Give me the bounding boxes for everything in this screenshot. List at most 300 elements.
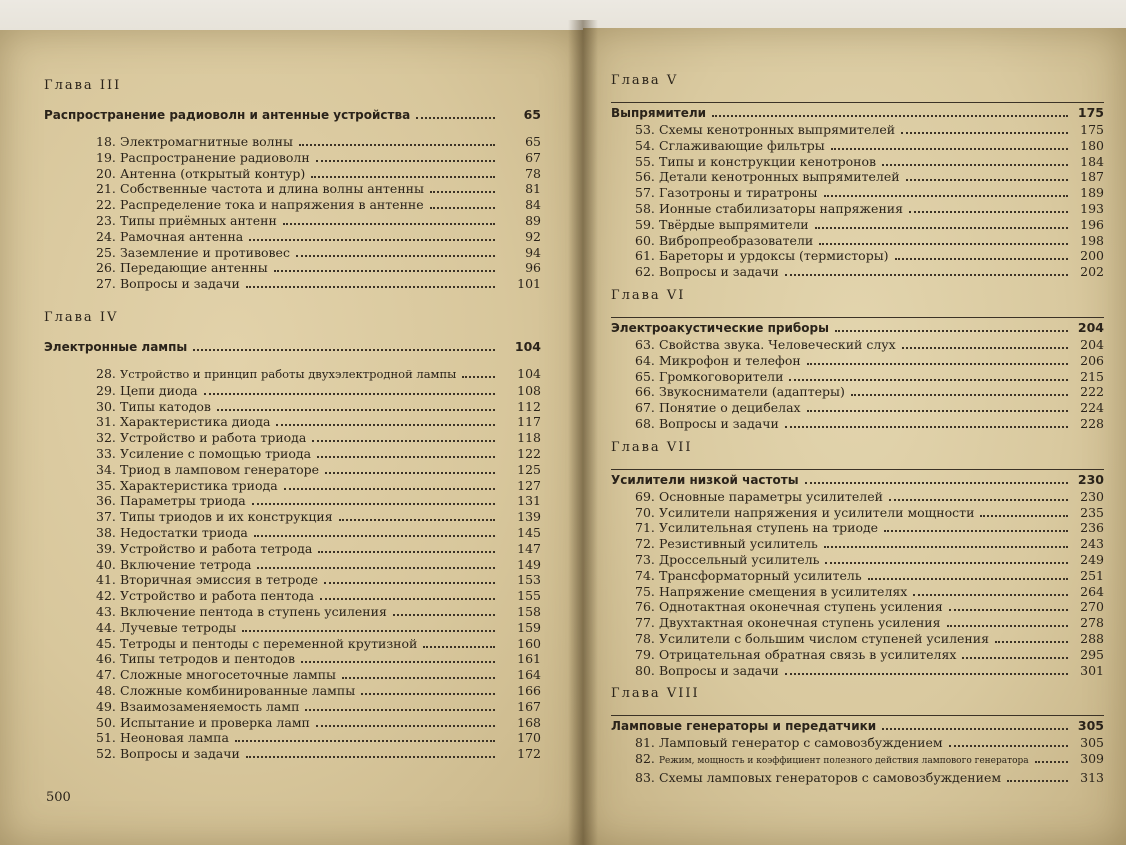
toc-entry-title: Передающие антенны	[120, 260, 268, 276]
toc-entry-number: 30.	[96, 398, 116, 414]
toc-entry-number: 41.	[96, 572, 116, 588]
chapter-title-text: Распространение радиоволн и антенные устройства	[44, 108, 411, 122]
dot-leader	[882, 164, 1068, 166]
chapter-heading: Глава IV	[44, 309, 119, 325]
toc-entry-number: 47.	[96, 667, 116, 683]
dot-leader	[311, 176, 495, 178]
toc-entry-title: Звукосниматели (адаптеры)	[659, 384, 845, 400]
chapter-rule	[611, 102, 1104, 103]
toc-entry-title: Включение тетрода	[120, 556, 252, 572]
toc-entry-number: 54.	[635, 137, 655, 153]
toc-entry-page: 305	[1080, 735, 1104, 751]
dot-leader	[339, 519, 495, 521]
toc-entry	[44, 150, 541, 166]
dot-leader	[257, 567, 495, 569]
toc-entry-number: 61.	[635, 248, 655, 264]
chapter-title-page: 104	[514, 338, 541, 354]
toc-entry-number: 40.	[96, 556, 116, 572]
dot-leader	[242, 630, 495, 632]
dot-leader	[1035, 761, 1068, 763]
chapter-heading: Глава VII	[611, 439, 693, 455]
right-page	[583, 28, 1126, 845]
toc-entry	[611, 169, 1104, 185]
dot-leader	[299, 144, 495, 146]
chapter-gap	[611, 280, 1104, 288]
toc-entry-page: 81	[525, 181, 541, 197]
toc-entry-page: 145	[517, 524, 541, 540]
dot-leader	[283, 223, 495, 225]
toc-entry-page: 167	[517, 698, 541, 714]
dot-leader	[807, 410, 1068, 412]
toc-entry-title: Усилители с большим числом ступеней усиления	[659, 630, 989, 646]
toc-entry-title: Понятие о децибелах	[659, 400, 801, 416]
toc-entry-page: 122	[517, 445, 541, 461]
toc-entry-number: 57.	[635, 185, 655, 201]
toc-entry-title: Вопросы и задачи	[120, 746, 240, 762]
toc-entry-page: 89	[525, 212, 541, 228]
dot-leader	[246, 286, 495, 288]
toc-entry-number: 26.	[96, 260, 116, 276]
toc-entry-number: 76.	[635, 599, 655, 615]
toc-entry-number: 20.	[96, 165, 116, 181]
toc-entry-title: Вопросы и задачи	[659, 264, 779, 280]
chapter-title-text: Ламповые генераторы и передатчики	[611, 719, 877, 734]
toc-entry	[44, 541, 541, 557]
toc-entry-number: 63.	[635, 336, 655, 352]
toc-entry-number: 39.	[96, 540, 116, 556]
toc-entry-title: Устройство и работа тетрода	[120, 540, 313, 556]
book-gutter	[568, 20, 598, 845]
chapter-title-page: 65	[523, 107, 541, 122]
toc-entry-title: Громкоговорители	[659, 368, 784, 384]
dot-leader	[430, 207, 495, 209]
toc-entry-title: Схемы ламповых генераторов с самовозбуждением	[659, 769, 1002, 785]
toc-entry	[611, 353, 1104, 369]
toc-entry-title: Вопросы и задачи	[120, 276, 240, 292]
toc-entry-page: 175	[1080, 122, 1104, 137]
toc-entry	[611, 615, 1104, 631]
toc-entry-number: 72.	[635, 536, 655, 552]
toc-entry-number: 82.	[635, 751, 655, 767]
dot-leader	[301, 661, 495, 663]
toc-entry-title: Ламповый генератор с самовозбуждением	[659, 735, 943, 751]
dot-leader	[785, 274, 1068, 276]
toc-entry-title: Рамочная антенна	[120, 228, 244, 244]
toc-entry-title: Типы триодов и их конструкция	[120, 509, 333, 525]
chapter-rule	[611, 715, 1104, 716]
dot-leader	[276, 424, 495, 426]
toc-entry-title: Вопросы и задачи	[659, 662, 779, 678]
dot-leader	[317, 456, 495, 458]
chapter-gap	[611, 432, 1104, 440]
dot-leader	[949, 609, 1068, 611]
toc-entry-page: 187	[1080, 169, 1104, 185]
toc-entry	[44, 604, 541, 620]
toc-entry-number: 55.	[635, 153, 655, 169]
toc-entry	[611, 568, 1104, 584]
toc-entry-title: Недостатки триода	[120, 524, 248, 540]
toc-entry	[44, 746, 541, 762]
toc-entry-title: Однотактная оконечная ступень усиления	[659, 599, 943, 615]
toc-entry-title: Основные параметры усилителей	[659, 488, 883, 504]
toc-entry-page: 198	[1080, 232, 1104, 248]
dot-leader	[416, 117, 495, 119]
dot-leader	[949, 745, 1068, 747]
toc-entry-number: 74.	[635, 567, 655, 583]
toc-entry-number: 21.	[96, 181, 116, 197]
toc-entry	[44, 197, 541, 213]
toc-entry-page: 243	[1080, 536, 1104, 552]
toc-entry	[611, 154, 1104, 170]
dot-leader	[284, 488, 495, 490]
toc-entry	[611, 416, 1104, 432]
dot-leader	[785, 673, 1068, 675]
toc-entry-number: 24.	[96, 228, 116, 244]
toc-entry-page: 78	[525, 165, 541, 181]
toc-entry	[44, 588, 541, 604]
toc-entry-number: 78.	[635, 630, 655, 646]
toc-entry-number: 23.	[96, 212, 116, 228]
dot-leader	[805, 482, 1068, 484]
toc-entry-page: 164	[517, 667, 541, 683]
toc-entry-title: Сложные комбинированные лампы	[120, 682, 356, 698]
toc-entry-title: Газотроны и тиратроны	[659, 185, 818, 201]
toc-entry-title: Свойства звука. Человеческий слух	[659, 336, 896, 352]
toc-entry-page: 200	[1080, 248, 1104, 264]
toc-entry-title: Включение пентода в ступень усиления	[120, 603, 387, 619]
dot-leader	[913, 594, 1068, 596]
dot-leader	[901, 132, 1068, 134]
toc-entry-page: 196	[1080, 216, 1104, 232]
toc-entry-title: Электромагнитные волны	[120, 134, 293, 149]
toc-entry-number: 60.	[635, 232, 655, 248]
toc-entry-number: 69.	[635, 488, 655, 504]
toc-entry-number: 33.	[96, 445, 116, 461]
toc-entry-page: 65	[525, 134, 541, 149]
toc-entry-number: 36.	[96, 493, 116, 509]
toc-entry	[44, 730, 541, 746]
toc-entry-number: 34.	[96, 461, 116, 477]
toc-entry-page: 131	[517, 493, 541, 509]
toc-entry-title: Испытание и проверка ламп	[120, 714, 310, 730]
toc-entry-title: Типы катодов	[120, 398, 211, 414]
dot-leader	[462, 376, 495, 378]
toc-entry	[44, 399, 541, 415]
toc-entry	[44, 166, 541, 182]
dot-leader	[824, 195, 1069, 197]
dot-leader	[204, 393, 495, 395]
toc-entry	[44, 620, 541, 636]
toc-entry-page: 215	[1080, 368, 1104, 384]
toc-entry-title: Тетроды и пентоды с переменной крутизной	[120, 635, 418, 651]
toc-entry-page: 117	[517, 414, 541, 430]
chapter-gap	[44, 292, 541, 310]
toc-entry-number: 37.	[96, 509, 116, 525]
toc-entry-number: 59.	[635, 216, 655, 232]
dot-leader	[831, 148, 1068, 150]
toc-entry-title: Микрофон и телефон	[659, 352, 801, 368]
toc-entry-page: 94	[525, 244, 541, 260]
toc-entry-page: 108	[517, 382, 541, 398]
toc-entry-number: 77.	[635, 615, 655, 631]
dot-leader	[947, 625, 1068, 627]
toc-entry	[44, 636, 541, 652]
dot-leader	[305, 709, 495, 711]
toc-entry	[611, 505, 1104, 521]
toc-entry-page: 264	[1080, 583, 1104, 599]
toc-entry-title: Режим, мощность и коэффициент полезного действия лампового генератора	[659, 756, 1029, 767]
toc-entry-number: 52.	[96, 746, 116, 762]
dot-leader	[274, 270, 495, 272]
toc-entry-title: Вторичная эмиссия в тетроде	[120, 572, 318, 588]
toc-entry-page: 288	[1080, 630, 1104, 646]
toc-entry-number: 50.	[96, 714, 116, 730]
toc-entry-page: 118	[517, 430, 541, 446]
toc-entry-number: 45.	[96, 635, 116, 651]
dot-leader	[393, 614, 495, 616]
toc-entry-title: Усилители напряжения и усилители мощности	[659, 504, 975, 520]
toc-entry-title: Схемы кенотронных выпрямителей	[659, 122, 896, 137]
toc-entry-title: Двухтактная оконечная ступень усиления	[659, 615, 941, 631]
dot-leader	[909, 211, 1068, 213]
toc-entry	[611, 384, 1104, 400]
dot-leader	[320, 598, 495, 600]
toc-entry-title: Резистивный усилитель	[659, 536, 818, 552]
toc-entry	[611, 217, 1104, 233]
toc-entry-page: 236	[1080, 520, 1104, 536]
toc-entry-title: Характеристика диода	[120, 414, 271, 430]
toc-entry-title: Антенна (открытый контур)	[120, 165, 306, 181]
toc-entry-page: 159	[517, 619, 541, 635]
toc-entry	[611, 751, 1104, 770]
toc-entry-title: Распределение тока и напряжения в антенне	[120, 197, 424, 213]
toc-entry-title: Сглаживающие фильтры	[659, 137, 825, 153]
toc-entry	[611, 631, 1104, 647]
dot-leader	[254, 535, 495, 537]
toc-entry-title: Устройство и работа пентода	[120, 588, 315, 604]
toc-entry	[44, 462, 541, 478]
toc-entry-title: Типы и конструкции кенотронов	[659, 153, 877, 169]
toc-entry-page: 235	[1080, 504, 1104, 520]
toc-entry-number: 67.	[635, 400, 655, 416]
toc-entry	[44, 276, 541, 292]
toc-entry-number: 46.	[96, 651, 116, 667]
dot-leader	[296, 255, 495, 257]
toc-entry	[611, 400, 1104, 416]
toc-entry	[611, 647, 1104, 663]
chapter-heading: Глава V	[611, 73, 679, 88]
left-page	[0, 30, 583, 845]
toc-entry-number: 80.	[635, 662, 655, 678]
toc-entry-page: 96	[525, 260, 541, 276]
dot-leader	[316, 160, 495, 162]
toc-entry	[611, 138, 1104, 154]
toc-entry	[611, 489, 1104, 505]
toc-entry	[611, 770, 1104, 786]
toc-entry	[611, 552, 1104, 568]
toc-entry-number: 51.	[96, 730, 116, 746]
toc-entry-number: 28.	[96, 365, 116, 381]
toc-entry-number: 42.	[96, 588, 116, 604]
toc-entry-page: 147	[517, 540, 541, 556]
chapter-title-page: 305	[1077, 718, 1104, 734]
dot-leader	[342, 677, 495, 679]
toc-entry-page: 313	[1080, 769, 1104, 785]
dot-leader	[1007, 780, 1068, 782]
right-toc	[583, 28, 1126, 845]
toc-entry-number: 65.	[635, 368, 655, 384]
dot-leader	[430, 191, 495, 193]
toc-entry-page: 155	[517, 588, 541, 604]
toc-entry-page: 160	[517, 635, 541, 651]
dot-leader	[851, 394, 1068, 396]
toc-entry-number: 27.	[96, 276, 116, 292]
toc-entry	[44, 414, 541, 430]
toc-entry-page: 184	[1080, 153, 1104, 169]
dot-leader	[193, 349, 495, 351]
dot-leader	[962, 657, 1068, 659]
toc-entry-number: 32.	[96, 430, 116, 446]
toc-entry-page: 158	[517, 603, 541, 619]
dot-leader	[835, 330, 1068, 332]
chapter-heading: Глава VIII	[611, 686, 700, 702]
toc-entry-page: 251	[1080, 567, 1104, 583]
dot-leader	[884, 530, 1068, 532]
toc-entry-page: 228	[1080, 415, 1104, 431]
toc-entry-page: 166	[517, 682, 541, 698]
chapter-title	[44, 107, 541, 122]
toc-entry-number: 38.	[96, 524, 116, 540]
dot-leader	[361, 693, 495, 695]
toc-entry-page: 172	[517, 746, 541, 762]
dot-leader	[252, 503, 495, 505]
toc-entry-number: 73.	[635, 551, 655, 567]
toc-entry-page: 230	[1080, 488, 1104, 504]
toc-entry	[611, 201, 1104, 217]
toc-entry-number: 25.	[96, 244, 116, 260]
toc-entry-number: 75.	[635, 583, 655, 599]
toc-entry-number: 19.	[96, 149, 116, 165]
toc-entry-title: Вопросы и задачи	[659, 415, 779, 431]
toc-entry-page: 149	[517, 556, 541, 572]
toc-entry-title: Лучевые тетроды	[120, 619, 237, 635]
toc-entry-page: 125	[517, 461, 541, 477]
toc-entry-number: 48.	[96, 682, 116, 698]
toc-entry	[44, 213, 541, 229]
toc-entry-title: Распространение радиоволн	[120, 149, 310, 165]
toc-entry-title: Ионные стабилизаторы напряжения	[659, 200, 903, 216]
toc-entry-page: 67	[525, 149, 541, 165]
toc-entry	[44, 572, 541, 588]
toc-entry-title: Неоновая лампа	[120, 730, 229, 746]
dot-leader	[249, 239, 495, 241]
dot-leader	[889, 499, 1068, 501]
dot-leader	[423, 646, 495, 648]
left-toc	[0, 30, 583, 845]
toc-entry-page: 249	[1080, 551, 1104, 567]
toc-entry-page: 170	[517, 730, 541, 746]
toc-entry	[44, 478, 541, 494]
dot-leader	[868, 578, 1068, 580]
chapter-title	[611, 718, 1104, 733]
toc-entry-number: 58.	[635, 200, 655, 216]
toc-entry	[611, 264, 1104, 280]
toc-entry-page: 104	[517, 365, 541, 381]
toc-entry-title: Твёрдые выпрямители	[659, 216, 809, 232]
toc-entry-title: Взаимозаменяемость ламп	[120, 698, 300, 714]
toc-entry-number: 29.	[96, 382, 116, 398]
toc-entry-page: 127	[517, 477, 541, 493]
toc-entry-title: Собственные частота и длина волны антенны	[120, 181, 424, 197]
dot-leader	[995, 641, 1068, 643]
dot-leader	[902, 347, 1068, 349]
chapter-title-text: Электроакустические приборы	[611, 320, 829, 335]
toc-entry-number: 79.	[635, 646, 655, 662]
dot-leader	[325, 472, 495, 474]
toc-entry-title: Вибропреобразователи	[659, 232, 814, 248]
toc-entry	[611, 520, 1104, 536]
chapter-title	[44, 339, 541, 354]
toc-entry-title: Цепи диода	[120, 382, 198, 398]
chapter-rule	[611, 469, 1104, 470]
toc-entry-page: 101	[517, 276, 541, 292]
toc-entry-title: Сложные многосеточные лампы	[120, 667, 336, 683]
toc-entry-page: 193	[1080, 200, 1104, 216]
toc-entry-number: 35.	[96, 477, 116, 493]
chapter-title-text: Выпрямители	[611, 106, 707, 120]
toc-entry-number: 62.	[635, 264, 655, 280]
toc-entry	[44, 366, 541, 383]
toc-entry-number: 53.	[635, 122, 655, 137]
toc-entry-number: 64.	[635, 352, 655, 368]
toc-entry-number: 83.	[635, 769, 655, 785]
chapter-title-page: 204	[1077, 319, 1104, 335]
toc-entry-number: 66.	[635, 384, 655, 400]
toc-entry-title: Усилительная ступень на триоде	[659, 520, 879, 536]
toc-entry-number: 70.	[635, 504, 655, 520]
toc-entry	[611, 369, 1104, 385]
chapter-gap	[611, 678, 1104, 686]
toc-entry-page: 92	[525, 228, 541, 244]
toc-entry	[44, 383, 541, 399]
toc-entry-title: Устройство и работа триода	[120, 430, 307, 446]
dot-leader	[825, 562, 1068, 564]
dot-leader	[246, 756, 495, 758]
toc-entry-page: 224	[1080, 400, 1104, 416]
page-number: 500	[46, 790, 71, 805]
chapter-title-text: Усилители низкой частоты	[611, 472, 799, 487]
toc-entry-title: Триод в ламповом генераторе	[120, 461, 320, 477]
toc-entry-page: 189	[1080, 185, 1104, 201]
toc-entry-page: 206	[1080, 352, 1104, 368]
dot-leader	[712, 115, 1068, 117]
toc-entry	[44, 446, 541, 462]
toc-entry-page: 301	[1080, 662, 1104, 678]
toc-entry	[611, 233, 1104, 249]
chapter-title	[611, 472, 1104, 487]
toc-entry-page: 202	[1080, 264, 1104, 280]
chapter-title-page: 230	[1077, 471, 1104, 487]
dot-leader	[324, 582, 495, 584]
toc-entry	[44, 509, 541, 525]
toc-entry-title: Трансформаторный усилитель	[659, 567, 862, 583]
chapter-title	[611, 105, 1104, 120]
dot-leader	[815, 227, 1068, 229]
dot-leader	[980, 515, 1068, 517]
toc-entry-title: Типы тетродов и пентодов	[120, 651, 295, 667]
toc-entry-number: 81.	[635, 735, 655, 751]
toc-entry-number: 49.	[96, 698, 116, 714]
